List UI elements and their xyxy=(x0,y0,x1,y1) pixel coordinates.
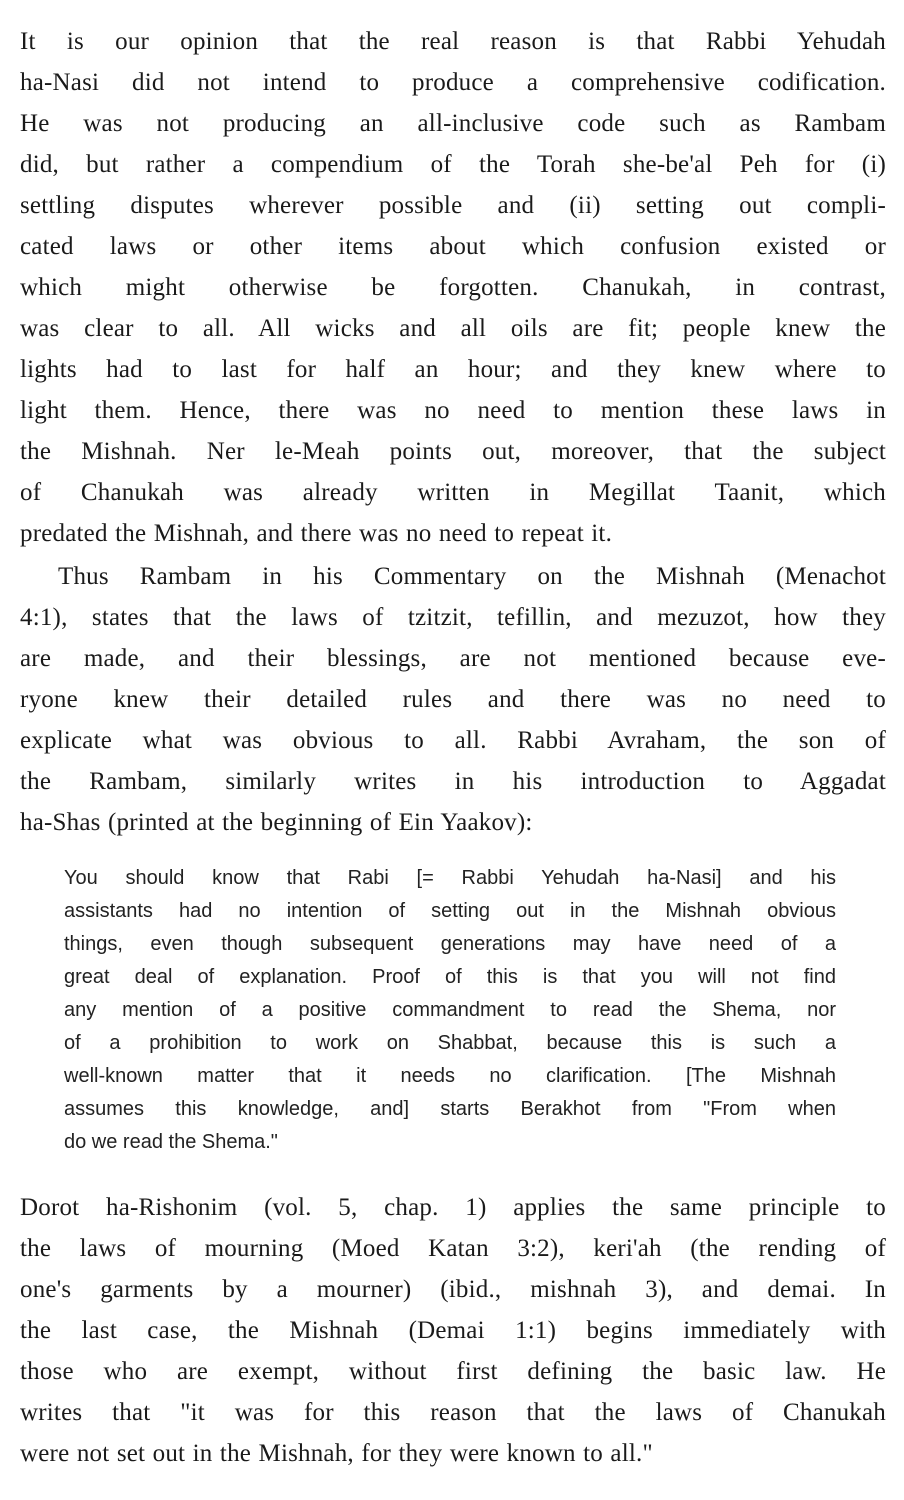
text-line: ha-Shas (printed at the beginning of Ein Yaakov): xyxy=(20,809,533,836)
text-line: was clear to all. All wicks and all oils are fit; people knew the xyxy=(20,315,886,342)
text-line: the last case, the Mishnah (Demai 1:1) begins immediately with xyxy=(20,1317,886,1344)
text-line: one's garments by a mourner) (ibid., mishnah 3), and demai. In xyxy=(20,1276,886,1303)
quote-line: any mention of a positive commandment to read the Shema, nor xyxy=(64,999,836,1021)
text-line: explicate what was obvious to all. Rabbi Avraham, the son of xyxy=(20,727,886,754)
text-line: the laws of mourning (Moed Katan 3:2), keri'ah (the rending of xyxy=(20,1235,886,1262)
quote-line: great deal of explanation. Proof of this is that you will not find xyxy=(64,966,836,988)
text-line: those who are exempt, without first defining the basic law. He xyxy=(20,1358,886,1385)
quote-line: things, even though subsequent generations may have need of a xyxy=(64,933,836,955)
text-line: He was not producing an all-inclusive code such as Rambam xyxy=(20,110,886,137)
quote-line: of a prohibition to work on Shabbat, because this is such a xyxy=(64,1032,836,1054)
text-line: ryone knew their detailed rules and there was no need to xyxy=(20,686,886,713)
quote-line: assumes this knowledge, and] starts Berakhot from "From when xyxy=(64,1098,836,1120)
text-line: Thus Rambam in his Commentary on the Mishnah (Menachot xyxy=(58,563,886,590)
text-line: did, but rather a compendium of the Torah she-be'al Peh for (i) xyxy=(20,151,886,178)
text-line: predated the Mishnah, and there was no need to repeat it. xyxy=(20,520,613,547)
text-line: 4:1), states that the laws of tzitzit, tefillin, and mezuzot, how they xyxy=(20,604,886,631)
text-line: writes that "it was for this reason that the laws of Chanukah xyxy=(20,1399,886,1426)
text-line: were not set out in the Mishnah, for they were known to all." xyxy=(20,1440,653,1467)
text-line: settling disputes wherever possible and (ii) setting out compli- xyxy=(20,192,886,219)
text-line: lights had to last for half an hour; and they knew where to xyxy=(20,356,886,383)
quote-line: You should know that Rabi [= Rabbi Yehudah ha-Nasi] and his xyxy=(64,867,836,889)
text-line: Dorot ha-Rishonim (vol. 5, chap. 1) applies the same principle to xyxy=(20,1194,886,1221)
text-line: It is our opinion that the real reason is that Rabbi Yehudah xyxy=(20,28,886,55)
text-line: the Rambam, similarly writes in his introduction to Aggadat xyxy=(20,768,886,795)
text-line: light them. Hence, there was no need to mention these laws in xyxy=(20,397,886,424)
quote-line: do we read the Shema." xyxy=(64,1131,278,1153)
quote-line: assistants had no intention of setting out in the Mishnah obvious xyxy=(64,900,836,922)
text-line: of Chanukah was already written in Megillat Taanit, which xyxy=(20,479,886,506)
quote-line: well-known matter that it needs no clarification. [The Mishnah xyxy=(64,1065,836,1087)
text-line: the Mishnah. Ner le-Meah points out, moreover, that the subject xyxy=(20,438,886,465)
text-line: are made, and their blessings, are not mentioned because eve- xyxy=(20,645,886,672)
text-line: ha-Nasi did not intend to produce a comprehensive codification. xyxy=(20,69,886,96)
text-line: which might otherwise be forgotten. Chanukah, in contrast, xyxy=(20,274,886,301)
text-line: cated laws or other items about which confusion existed or xyxy=(20,233,886,260)
